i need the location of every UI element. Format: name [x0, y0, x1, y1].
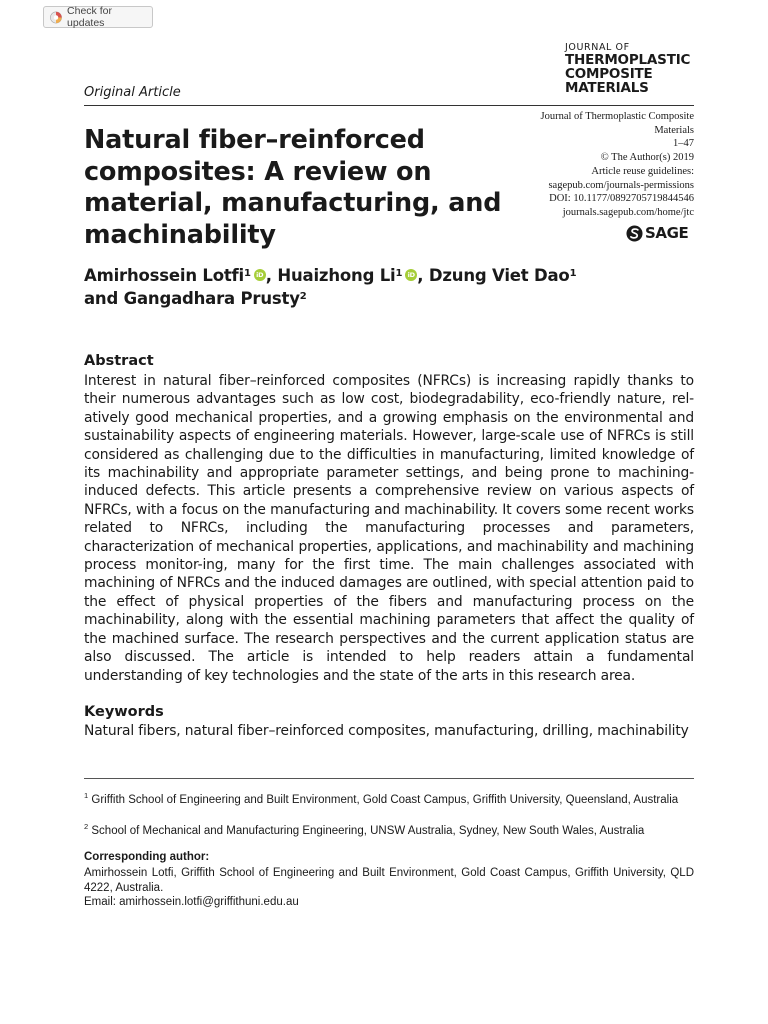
sage-logo-icon	[626, 225, 643, 242]
author-list	[84, 264, 694, 310]
meta-journal-line2: Materials	[654, 124, 694, 136]
affiliation-text: Griffith School of Engineering and Built Environment, Gold Coast Campus, Griffith University, Queensland, Australia	[91, 793, 679, 806]
journal-logo-line2: COMPOSITE	[565, 65, 653, 82]
check-for-updates-icon	[50, 11, 62, 24]
check-for-updates-label: Check for updates	[67, 5, 112, 29]
orcid-icon[interactable]	[405, 269, 417, 281]
meta-doi[interactable]: DOI: 10.1177/0892705719844546	[549, 193, 694, 205]
journal-logo-line3: MATERIALS	[565, 79, 649, 96]
meta-reuse-link[interactable]: sagepub.com/journals-permissions	[548, 179, 694, 191]
check-for-updates-button[interactable]	[43, 6, 153, 28]
keywords-text: Natural fibers, natural fiber–reinforced composites, manufacturing, drilling, machinability	[84, 723, 689, 739]
meta-pages: 1–47	[673, 138, 694, 150]
author-name: Huaizhong Li	[277, 266, 396, 285]
author-affiliation-marker: 1	[569, 268, 577, 279]
author-name: Amirhossein Lotfi	[84, 266, 244, 285]
author-name: Gangadhara Prusty	[123, 289, 300, 308]
orcid-icon[interactable]	[254, 269, 266, 281]
article-type: Original Article	[84, 85, 181, 100]
abstract-heading: Abstract	[84, 353, 154, 369]
journal-logo-line1: THERMOPLASTIC	[565, 51, 691, 68]
corresponding-author-heading: Corresponding author:	[84, 851, 210, 863]
keywords-heading: Keywords	[84, 704, 164, 720]
header-divider	[84, 105, 694, 106]
author-separator: ,	[265, 266, 272, 285]
corresponding-author-address: Amirhossein Lotfi, Griffith School of Engineering and Built Environment, Gold Coast Campus, Griffith University, QLD 4222, Australia.	[84, 867, 694, 894]
affiliation-text: School of Mechanical and Manufacturing Engineering, UNSW Australia, Sydney, New South Wales, Australia	[91, 824, 645, 837]
publisher-logo	[626, 224, 688, 242]
journal-logo	[565, 43, 690, 95]
author-affiliation-marker: 1	[395, 268, 403, 279]
abstract-text: Interest in natural fiber–reinforced composites (NFRCs) is increasing rapidly thanks to their numerous advantages such as low cost, biodegradability, eco-friendly nature, rel-atively good mechanical properties, and a growing emphasis on the environmental and sustainability aspects of engineering materials. However, large-scale use of NFRCs is still considered as challenging due to the difficulties in manufacturing, limited knowledge of its machinability and appropriate parameter settings, and being prone to machining-induced defects. This article presents a comprehensive review on various aspects of NFRCs, with a focus on the manufacturing and machinability. It covers some recent works related to NFRCs, including the manufacturing processes and parameters, characterization of mechanical properties, applications, and machinability and machining process monitor-ing, many for the first time. The main challenges associated with machining of NFRCs and the induced damages are outlined, with special attention paid to the effect of physical properties of the fibers and manufacturing process on the machinability, along with the essential machining parameters that affect the quality of the machined surface. The research perspectives and the current application status are also discussed. The article is intended to help readers attain a fundamental understanding of key technologies and the state of the arts in this research area.	[84, 373, 694, 684]
author-separator: ,	[417, 266, 424, 285]
author-affiliation-marker: 2	[299, 291, 307, 302]
paper-title: Natural fiber–reinforced composites: A review on material, manufacturing, and machinability	[84, 125, 502, 250]
author-affiliation-marker: 1	[244, 268, 251, 279]
publisher-name: SAGE	[645, 224, 689, 242]
affiliation-1	[84, 789, 694, 807]
meta-reuse-label: Article reuse guidelines:	[591, 165, 694, 177]
affiliation-number: 2	[84, 822, 89, 831]
journal-logo-prefix: JOURNAL OF	[565, 42, 630, 53]
meta-journal-link[interactable]: journals.sagepub.com/home/jtc	[562, 206, 694, 218]
author-name: Dzung Viet Dao	[428, 266, 570, 285]
author-conjunction: and	[84, 289, 119, 308]
meta-copyright: © The Author(s) 2019	[600, 152, 694, 164]
meta-journal-line1: Journal of Thermoplastic Composite	[540, 111, 694, 122]
corresponding-author-email[interactable]: Email: amirhossein.lotfi@griffithuni.edu.au	[84, 896, 299, 908]
affiliation-2	[84, 820, 694, 838]
article-metadata	[494, 110, 694, 220]
affiliation-number: 1	[84, 791, 89, 800]
footnote-divider	[84, 778, 694, 779]
